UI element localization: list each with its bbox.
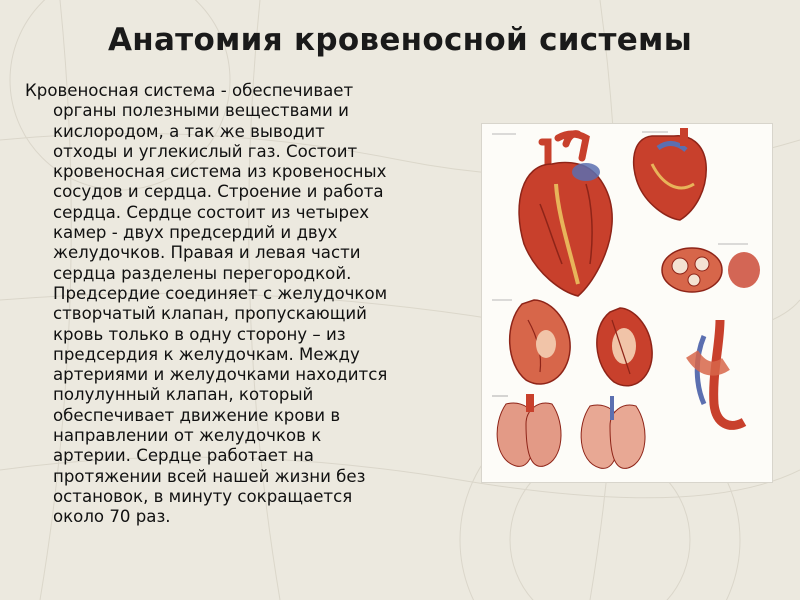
body-line: камер - двух предсердий и двух (53, 223, 338, 243)
body-line: протяжении всей нашей жизни без (53, 466, 366, 486)
heart-section-top-right (634, 128, 707, 220)
body-line: кровь только в одну сторону – из (53, 324, 346, 344)
body-line: Предсердие соединяет с желудочком (53, 283, 388, 303)
body-line: кровеносная система из кровеносных (53, 162, 387, 182)
body-line: артерии. Сердце работает на (53, 446, 314, 466)
body-line: сердца. Сердце состоит из четырех (53, 202, 370, 222)
body-line: направлении от желудочков к (53, 426, 322, 446)
heart-large-illustration (519, 134, 612, 296)
valve-cross-section (662, 248, 760, 292)
body-line: отходы и углекислый газ. Состоит (53, 141, 358, 161)
body-text (25, 81, 483, 528)
lungs-center-illustration (581, 396, 645, 468)
body-line: полулунный клапан, который (53, 385, 314, 405)
body-line: около 70 раз. (53, 507, 171, 527)
body-line: органы полезными веществами и (53, 101, 349, 121)
heart-open-center (597, 308, 652, 386)
body-line: сосудов и сердца. Строение и работа (53, 182, 384, 202)
body-line: Кровеносная система - обеспечивает (25, 81, 354, 100)
body-line: сердца разделены перегородкой. (53, 263, 352, 283)
body-line: кислородом, а так же выводит (53, 121, 325, 141)
heart-anatomy-illustration (482, 124, 772, 482)
body-line: предсердия к желудочкам. Между (53, 344, 360, 364)
slide-title: Анатомия кровеносной системы (107, 22, 693, 58)
body-line: артериями и желудочками находится (53, 365, 388, 385)
body-line: желудочков. Правая и левая части (53, 243, 361, 263)
body-line: обеспечивает движение крови в (53, 405, 341, 425)
body-line: створчатый клапан, пропускающий (53, 304, 367, 324)
lungs-left-illustration (497, 394, 561, 466)
heart-open-left (510, 300, 570, 384)
body-line: остановок, в минуту сокращается (53, 486, 353, 506)
aorta-diagram (692, 320, 744, 425)
heart-anatomy-plate (482, 124, 772, 482)
